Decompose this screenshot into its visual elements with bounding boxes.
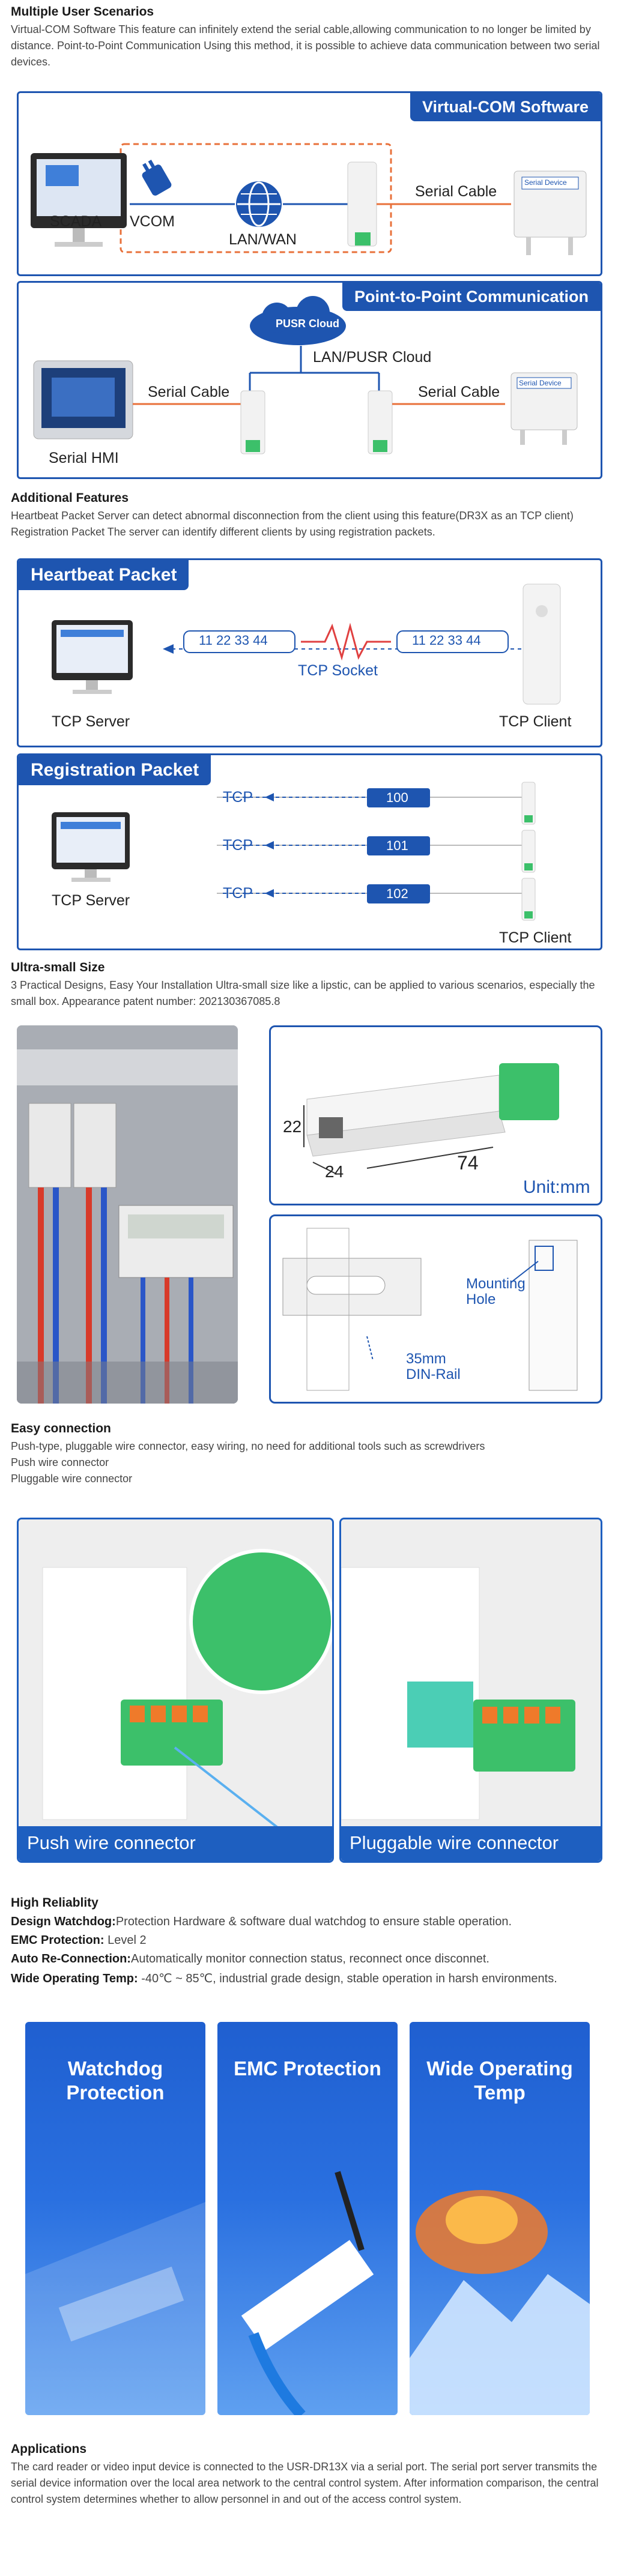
reliability-item-3 <box>11 1952 489 1966</box>
p2p-serial-device-label: Serial Device <box>519 379 562 387</box>
heartbeat-wave-icon <box>301 626 391 657</box>
emc-card-title: EMC Protection <box>234 2057 381 2080</box>
tcp-socket-label: TCP Socket <box>298 662 378 679</box>
wide-temp-card-title: Wide Operating Temp <box>426 2057 573 2104</box>
reg-id-100: 100 <box>386 790 408 805</box>
dim-depth: 24 <box>325 1162 344 1181</box>
green-terminal-icon <box>499 1063 559 1120</box>
push-connector-illustration <box>19 1519 334 1863</box>
reliability-item-4 <box>11 1971 557 1986</box>
emc-card <box>217 2022 398 2415</box>
pluggable-connector-illustration <box>341 1519 602 1863</box>
dimensions-panel <box>269 1025 602 1205</box>
tcp-label-2: TCP <box>223 837 253 854</box>
vcom-label: VCOM <box>130 213 175 230</box>
tcp-label-3: TCP <box>223 885 253 902</box>
pluggable-caption: Pluggable wire connector <box>341 1826 601 1861</box>
unit-label: Unit:mm <box>523 1177 590 1197</box>
features-title: Additional Features <box>11 491 129 505</box>
watchdog-card-art <box>25 2022 205 2415</box>
reliability-label-4: Wide Operating Temp: <box>11 1972 138 1985</box>
emc-card-art <box>217 2022 398 2415</box>
virtual-com-panel <box>17 91 602 276</box>
applications-title: Applications <box>11 2442 87 2456</box>
virtual-com-diagram <box>19 93 602 276</box>
easy-line-1: Push-type, pluggable wire connector, easy wiring, no need for additional tools such as screwdrivers <box>11 1440 485 1452</box>
p2p-serial-cable-right: Serial Cable <box>418 384 500 400</box>
registration-panel <box>17 753 602 950</box>
reliability-text-2: Level 2 <box>104 1934 147 1947</box>
registration-diagram <box>19 755 602 950</box>
tcp-label-1: TCP <box>223 789 253 806</box>
dim-height: 22 <box>283 1117 302 1136</box>
reg-client-label: TCP Client <box>499 929 572 946</box>
din-rail-panel <box>269 1214 602 1404</box>
reliability-item-2 <box>11 1934 147 1947</box>
cloud-badge: PUSR Cloud <box>276 318 339 330</box>
easy-title: Easy connection <box>11 1422 111 1435</box>
reliability-title: High Reliablity <box>11 1896 98 1910</box>
reliability-text-3: Automatically monitor connection status, reconnect once disconnet. <box>130 1952 489 1965</box>
features-body: Heartbeat Packet Server can detect abnormal disconnection from the client using this feature(DR3X as an TCP client) Registration Packet The server can identify different clients by using registration packets. <box>11 510 574 538</box>
serial-cable-label: Serial Cable <box>415 183 497 200</box>
reg-server-label: TCP Server <box>52 892 130 909</box>
applications-body: The card reader or video input device is connected to the USR-DR13X via a serial port. The serial port server transmits the serial device information over the local area network to the central control system. After information comparison, the central control system determines whether to allow personnel in and out of the access control system. <box>11 2461 599 2505</box>
zoom-circle <box>191 1551 333 1692</box>
scada-label: SCADA <box>50 213 102 230</box>
reg-id-101: 101 <box>386 838 408 853</box>
packet-left: 11 22 33 44 <box>199 633 268 648</box>
size-body: 3 Practical Designs, Easy Your Installation Ultra-small size like a lipstic, can be applied to various scenarios, especially the small box. Appearance patent number: 202130367085.8 <box>11 979 595 1007</box>
push-connector-image <box>17 1518 334 1863</box>
registration-rows <box>217 788 535 903</box>
heartbeat-client-label: TCP Client <box>499 713 572 730</box>
pluggable-connector-image <box>339 1518 602 1863</box>
reliability-text-1: Protection Hardware & software dual watchdog to ensure stable operation. <box>115 1915 512 1928</box>
scenarios-body: Virtual-COM Software This feature can infinitely extend the serial cable,allowing communication to no longer be limited by distance. Point-to-Point Communication Using this method, it is possible to achieve data communication between two serial devices. <box>11 23 600 68</box>
rj45-port-icon <box>319 1117 343 1138</box>
size-title: Ultra-small Size <box>11 961 105 974</box>
installation-photo <box>17 1025 238 1404</box>
din-rail-label: 35mm DIN-Rail <box>406 1351 461 1383</box>
watchdog-card-title: Watchdog Protection <box>66 2057 165 2104</box>
easy-line-2: Push wire connector <box>11 1456 109 1468</box>
tcp-client-device-icon <box>523 584 560 704</box>
arrow-left-icon <box>163 644 174 654</box>
p2p-panel <box>17 281 602 479</box>
heartbeat-title: Heartbeat Packet <box>19 560 189 590</box>
mounting-hole-label: Mounting Hole <box>466 1276 526 1308</box>
breaker-panel-photo <box>17 1025 238 1404</box>
reliability-label-2: EMC Protection: <box>11 1934 105 1947</box>
dim-length: 74 <box>457 1152 479 1174</box>
p2p-title: Point-to-Point Communication <box>342 283 601 311</box>
vcom-plug-icon <box>137 157 172 197</box>
serial-device-label: Serial Device <box>524 178 567 187</box>
registration-title: Registration Packet <box>19 755 211 785</box>
push-caption: Push wire connector <box>19 1826 332 1861</box>
scenarios-title: Multiple User Scenarios <box>11 5 154 19</box>
serial-hmi-label: Serial HMI <box>49 450 119 466</box>
heartbeat-panel <box>17 558 602 747</box>
reliability-label-3: Auto Re-Connection: <box>11 1952 131 1965</box>
easy-line-3: Pluggable wire connector <box>11 1473 133 1485</box>
reliability-text-4: -40℃ ~ 85℃, industrial grade design, stable operation in harsh environments. <box>138 1972 557 1985</box>
packet-right: 11 22 33 44 <box>412 633 481 648</box>
reliability-label-1: Design Watchdog: <box>11 1915 116 1928</box>
wide-temp-card <box>410 2022 590 2415</box>
cloud-label: LAN/PUSR Cloud <box>313 349 432 366</box>
heartbeat-server-label: TCP Server <box>52 713 130 730</box>
wide-temp-card-art <box>410 2022 590 2415</box>
reg-id-102: 102 <box>386 886 408 901</box>
lanwan-label: LAN/WAN <box>229 231 297 248</box>
watchdog-card <box>25 2022 205 2415</box>
reliability-item-1 <box>11 1915 512 1929</box>
virtual-com-title: Virtual-COM Software <box>410 93 601 121</box>
p2p-serial-cable-left: Serial Cable <box>148 384 230 400</box>
